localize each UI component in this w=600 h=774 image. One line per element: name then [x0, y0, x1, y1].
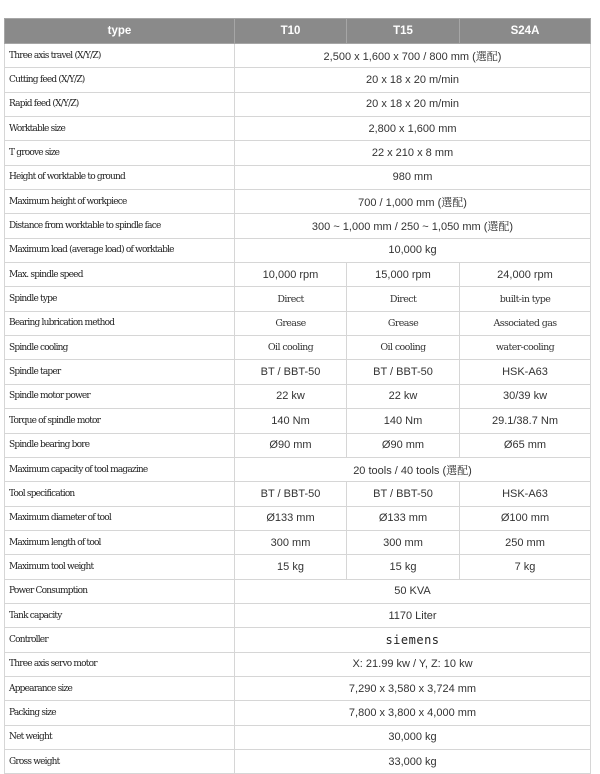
spec-label: Packing size	[5, 701, 235, 725]
spec-table	[4, 18, 591, 774]
table-row	[5, 725, 591, 749]
table-row	[5, 336, 591, 360]
spec-value-all-models: 1170 Liter	[235, 603, 591, 627]
table-row	[5, 555, 591, 579]
spec-value-all-models: 10,000 kg	[235, 238, 591, 262]
spec-label: Maximum tool weight	[5, 555, 235, 579]
spec-label: Spindle cooling	[5, 336, 235, 360]
table-row	[5, 652, 591, 676]
spec-value-all-models: siemens	[235, 628, 591, 652]
spec-value: HSK-A63	[460, 482, 591, 506]
spec-label: Maximum length of tool	[5, 530, 235, 554]
spec-label: Spindle bearing bore	[5, 433, 235, 457]
spec-value: 7 kg	[460, 555, 591, 579]
spec-label: Height of worktable to ground	[5, 165, 235, 189]
spec-label: T groove size	[5, 141, 235, 165]
spec-label: Max. spindle speed	[5, 263, 235, 287]
spec-label: Spindle taper	[5, 360, 235, 384]
spec-label: Maximum diameter of tool	[5, 506, 235, 530]
spec-value: Oil cooling	[347, 336, 460, 360]
header-model-s24a: S24A	[460, 19, 591, 44]
spec-label: Power Consumption	[5, 579, 235, 603]
table-row	[5, 190, 591, 214]
table-row	[5, 165, 591, 189]
spec-value: 15,000 rpm	[347, 263, 460, 287]
spec-value: 29.1/38.7 Nm	[460, 409, 591, 433]
table-row	[5, 506, 591, 530]
spec-value: Direct	[347, 287, 460, 311]
spec-label: Spindle type	[5, 287, 235, 311]
spec-value-all-models: 700 / 1,000 mm (選配)	[235, 190, 591, 214]
spec-value: HSK-A63	[460, 360, 591, 384]
spec-value-all-models: 7,800 x 3,800 x 4,000 mm	[235, 701, 591, 725]
spec-value-all-models: 50 KVA	[235, 579, 591, 603]
spec-value: BT / BBT-50	[347, 482, 460, 506]
spec-value: 15 kg	[347, 555, 460, 579]
spec-value: Ø133 mm	[347, 506, 460, 530]
spec-value: 22 kw	[347, 384, 460, 408]
spec-label: Tool specification	[5, 482, 235, 506]
spec-value: Oil cooling	[235, 336, 347, 360]
spec-value: BT / BBT-50	[347, 360, 460, 384]
spec-value-all-models: 22 x 210 x 8 mm	[235, 141, 591, 165]
spec-value: 250 mm	[460, 530, 591, 554]
spec-table-header	[5, 19, 591, 44]
spec-value-all-models: 2,500 x 1,600 x 700 / 800 mm (選配)	[235, 44, 591, 68]
header-model-t15: T15	[347, 19, 460, 44]
spec-label: Maximum load (average load) of worktable	[5, 238, 235, 262]
spec-label: Cutting feed (X/Y/Z)	[5, 68, 235, 92]
table-row	[5, 384, 591, 408]
spec-value-all-models: 300 ~ 1,000 mm / 250 ~ 1,050 mm (選配)	[235, 214, 591, 238]
spec-value-all-models: 2,800 x 1,600 mm	[235, 117, 591, 141]
spec-label: Distance from worktable to spindle face	[5, 214, 235, 238]
spec-value-all-models: 980 mm	[235, 165, 591, 189]
spec-label: Worktable size	[5, 117, 235, 141]
spec-value: Ø100 mm	[460, 506, 591, 530]
spec-value: 10,000 rpm	[235, 263, 347, 287]
spec-value: 140 Nm	[235, 409, 347, 433]
spec-value-all-models: 30,000 kg	[235, 725, 591, 749]
spec-label: Gross weight	[5, 749, 235, 773]
spec-label: Three axis servo motor	[5, 652, 235, 676]
table-row	[5, 433, 591, 457]
spec-value-all-models: 20 x 18 x 20 m/min	[235, 68, 591, 92]
spec-value-all-models: 20 x 18 x 20 m/min	[235, 92, 591, 116]
header-row	[5, 19, 591, 44]
spec-label: Rapid feed (X/Y/Z)	[5, 92, 235, 116]
spec-value: Grease	[235, 311, 347, 335]
spec-label: Maximum capacity of tool magazine	[5, 457, 235, 481]
table-row	[5, 238, 591, 262]
spec-value: Ø133 mm	[235, 506, 347, 530]
table-row	[5, 263, 591, 287]
spec-label: Torque of spindle motor	[5, 409, 235, 433]
table-row	[5, 311, 591, 335]
spec-value: Ø90 mm	[347, 433, 460, 457]
spec-value: 22 kw	[235, 384, 347, 408]
table-row	[5, 530, 591, 554]
spec-value: Ø65 mm	[460, 433, 591, 457]
spec-value-all-models: 33,000 kg	[235, 749, 591, 773]
table-row	[5, 749, 591, 773]
spec-label: Controller	[5, 628, 235, 652]
table-row	[5, 287, 591, 311]
spec-label: Maximum height of workpiece	[5, 190, 235, 214]
spec-label: Three axis travel (X/Y/Z)	[5, 44, 235, 68]
spec-value: Grease	[347, 311, 460, 335]
table-row	[5, 214, 591, 238]
spec-label: Spindle motor power	[5, 384, 235, 408]
spec-value: Associated gas	[460, 311, 591, 335]
spec-label: Net weight	[5, 725, 235, 749]
table-row	[5, 701, 591, 725]
spec-value: 300 mm	[347, 530, 460, 554]
spec-value: 30/39 kw	[460, 384, 591, 408]
spec-value-all-models: X: 21.99 kw / Y, Z: 10 kw	[235, 652, 591, 676]
table-row	[5, 360, 591, 384]
table-row	[5, 409, 591, 433]
spec-value: BT / BBT-50	[235, 482, 347, 506]
spec-value: BT / BBT-50	[235, 360, 347, 384]
header-type: type	[5, 19, 235, 44]
spec-value: 300 mm	[235, 530, 347, 554]
table-row	[5, 117, 591, 141]
spec-value: built-in type	[460, 287, 591, 311]
spec-value: 15 kg	[235, 555, 347, 579]
spec-value-all-models: 7,290 x 3,580 x 3,724 mm	[235, 676, 591, 700]
spec-value: 140 Nm	[347, 409, 460, 433]
spec-label: Appearance size	[5, 676, 235, 700]
table-row	[5, 141, 591, 165]
spec-value: water-cooling	[460, 336, 591, 360]
spec-table-body	[5, 44, 591, 774]
spec-label: Tank capacity	[5, 603, 235, 627]
table-row	[5, 44, 591, 68]
table-row	[5, 628, 591, 652]
spec-label: Bearing lubrication method	[5, 311, 235, 335]
spec-value: 24,000 rpm	[460, 263, 591, 287]
table-row	[5, 603, 591, 627]
table-row	[5, 92, 591, 116]
spec-value-all-models: 20 tools / 40 tools (選配)	[235, 457, 591, 481]
spec-value: Direct	[235, 287, 347, 311]
table-row	[5, 482, 591, 506]
spec-value: Ø90 mm	[235, 433, 347, 457]
header-model-t10: T10	[235, 19, 347, 44]
table-row	[5, 676, 591, 700]
table-row	[5, 68, 591, 92]
table-row	[5, 579, 591, 603]
table-row	[5, 457, 591, 481]
